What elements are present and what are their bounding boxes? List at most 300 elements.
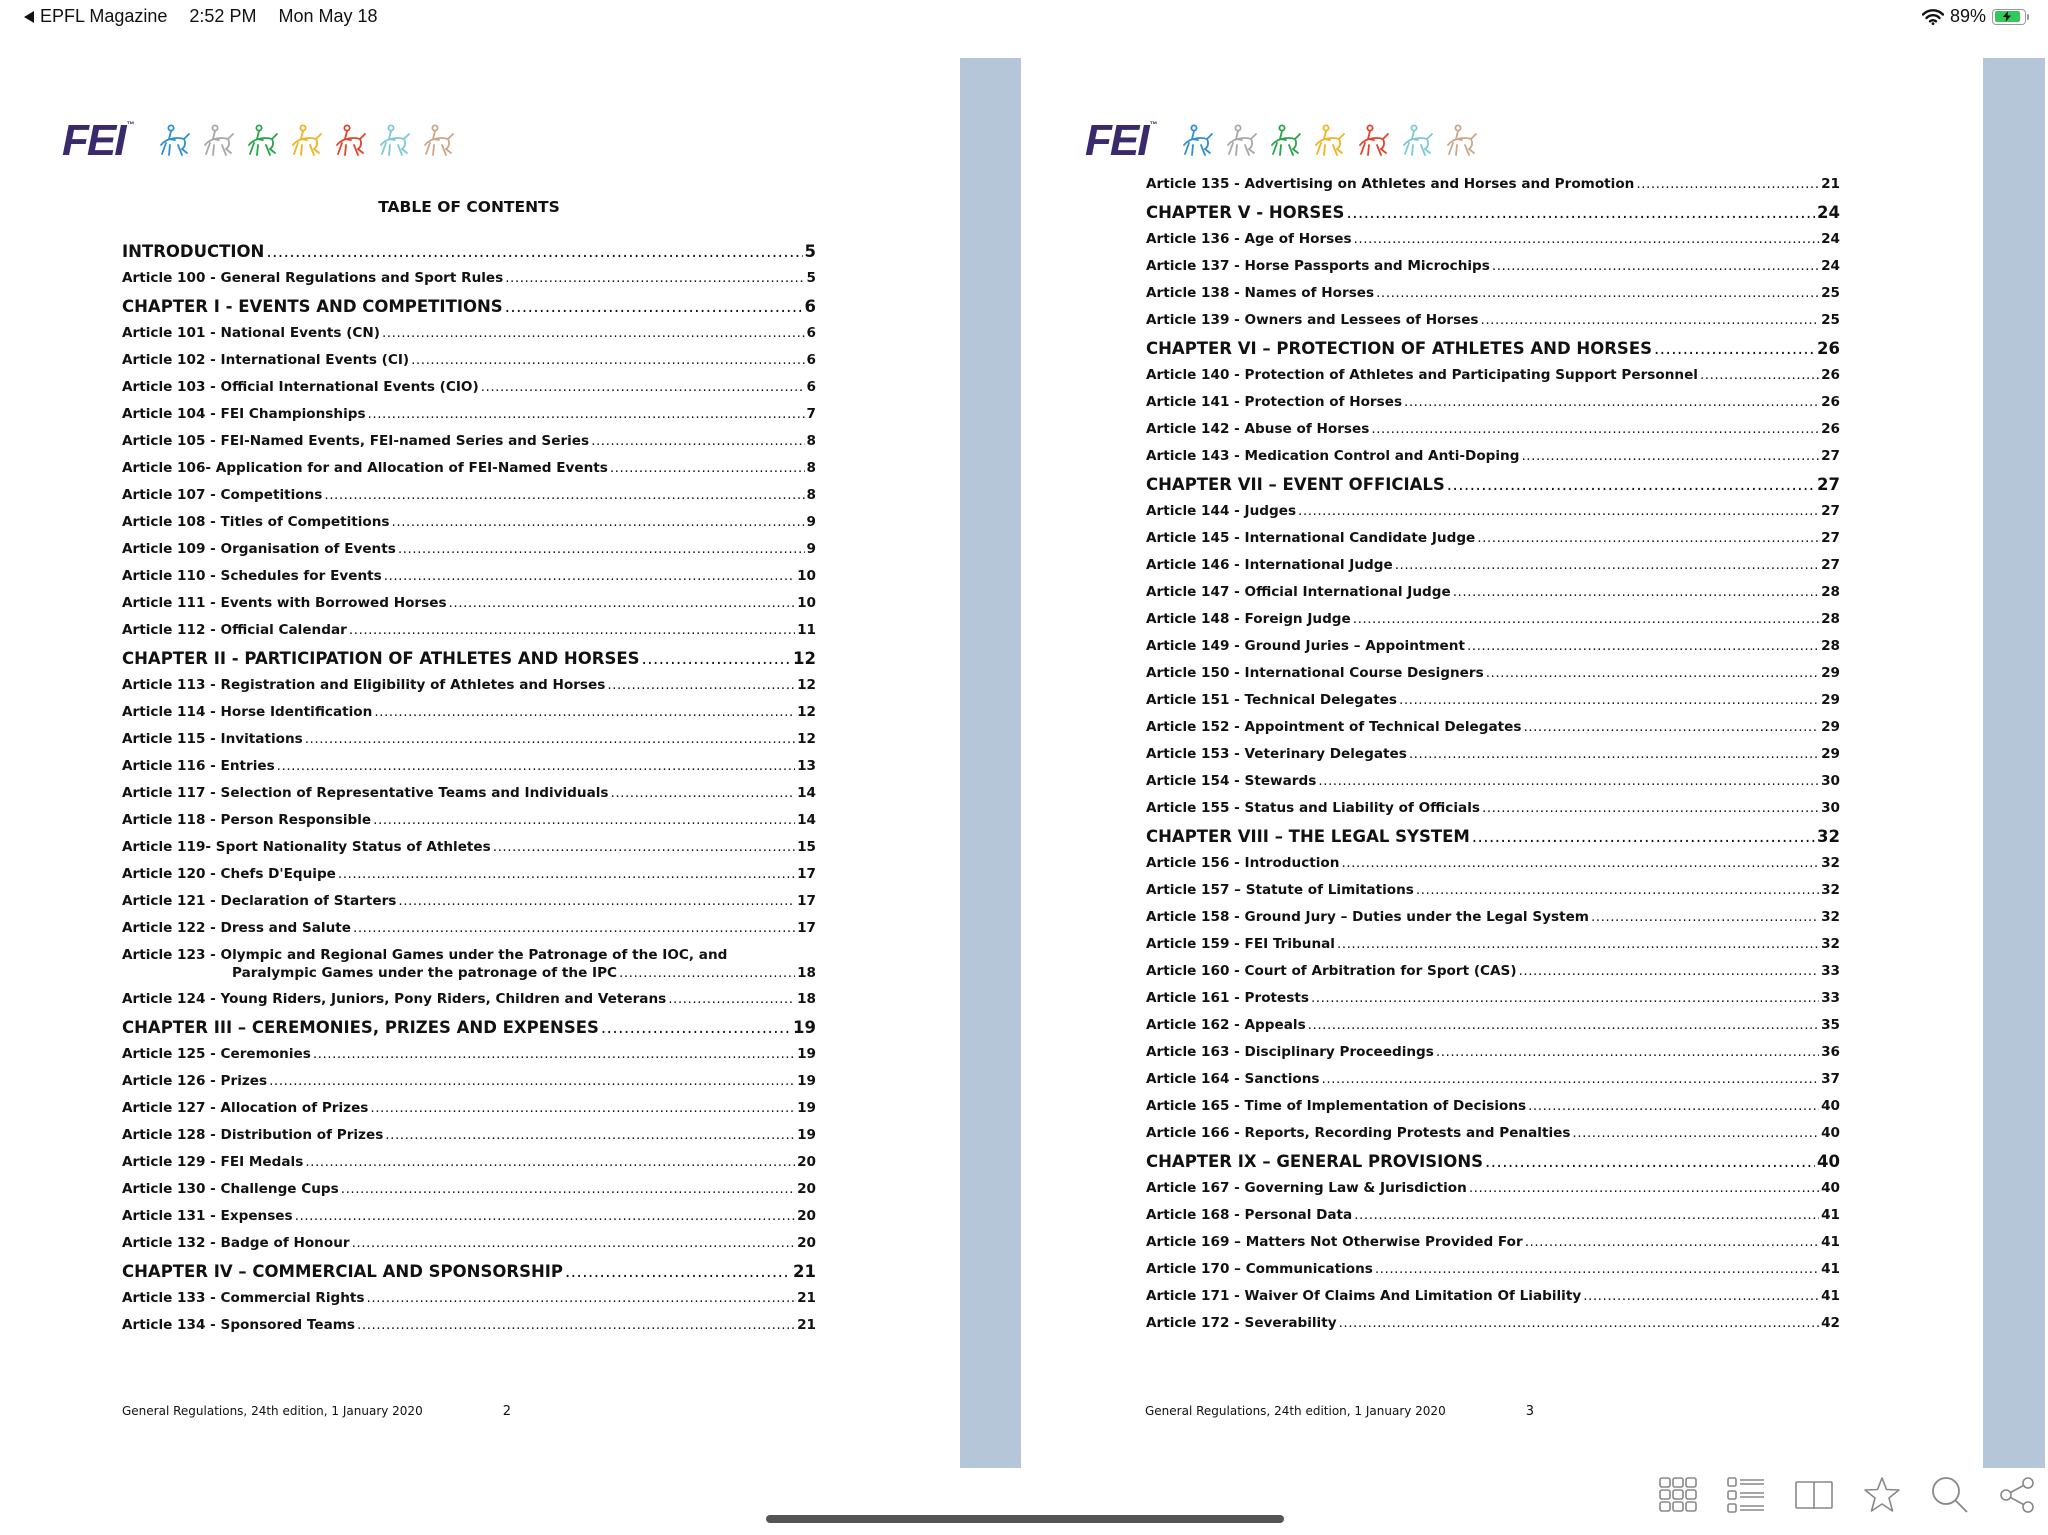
leader-dots: [668, 991, 795, 1007]
toc-entry-label: Article 118 - Person Responsible: [122, 812, 372, 828]
toc-entry-label-continued: Paralympic Games under the patronage of the IPC: [232, 965, 618, 981]
toc-entry-page: 41: [1821, 1288, 1840, 1304]
toc-entry-label: Article 165 - Time of Implementation of Decisions: [1146, 1098, 1527, 1114]
toc-entry-article[interactable]: [1146, 855, 1840, 882]
toc-entry-article[interactable]: [122, 1235, 816, 1262]
toc-entry-article[interactable]: [1146, 503, 1840, 530]
leader-dots: [481, 379, 805, 395]
toc-entry-chapter[interactable]: [1146, 203, 1840, 231]
toc-entry-article[interactable]: [1146, 1071, 1840, 1098]
toc-entry-page: 18: [797, 965, 816, 981]
status-time: 2:52 PM: [189, 6, 257, 26]
leader-dots: [1311, 990, 1819, 1006]
leader-dots: [411, 352, 804, 368]
reining-pictogram-icon: [420, 123, 456, 159]
battery-charging-icon: [1992, 9, 2026, 25]
toc-entry-article[interactable]: [1146, 421, 1840, 448]
toc-entry-article[interactable]: [1146, 1288, 1840, 1315]
toc-entry-label: Article 170 – Communications: [1146, 1261, 1373, 1277]
toc-entry-article[interactable]: [122, 839, 816, 866]
toc-entry-article[interactable]: [1146, 176, 1840, 203]
toc-entry-page: 19: [797, 1073, 816, 1089]
jumping-pictogram-icon: [1179, 123, 1215, 159]
leader-dots: [619, 965, 795, 981]
toc-entry-label: Article 151 - Technical Delegates: [1146, 692, 1398, 708]
toc-entry-article[interactable]: [122, 893, 816, 920]
toc-entry-article[interactable]: [122, 1127, 816, 1154]
toc-entry-label: Article 133 - Commercial Rights: [122, 1290, 365, 1306]
leader-dots: [1486, 665, 1819, 681]
toc-entry-label: Article 130 - Challenge Cups: [122, 1181, 339, 1197]
toc-entry-article[interactable]: [122, 406, 816, 433]
toc-entry-page: 17: [797, 893, 816, 909]
toc-entry-label: Article 136 - Age of Horses: [1146, 231, 1352, 247]
toc-entry-page: 42: [1821, 1315, 1840, 1331]
toc-entry-article[interactable]: [1146, 1044, 1840, 1071]
leader-dots: [324, 487, 804, 503]
toc-entry-article[interactable]: [122, 991, 816, 1018]
page-footer: [1145, 1404, 1534, 1419]
two-page-book-icon[interactable]: [1794, 1475, 1834, 1515]
leader-dots: [1523, 719, 1819, 735]
toc-entry-article[interactable]: [1146, 936, 1840, 963]
leader-dots: [1447, 475, 1815, 494]
toc-entry-article[interactable]: [122, 1290, 816, 1317]
back-triangle-icon: [24, 11, 34, 23]
leader-dots: [385, 1127, 795, 1143]
leader-dots: [368, 406, 805, 422]
dressage-pictogram-icon: [200, 123, 236, 159]
toc-entry-label: Article 168 - Personal Data: [1146, 1207, 1353, 1223]
toc-entry-page: 32: [1817, 827, 1840, 846]
leader-dots: [610, 460, 805, 476]
leader-dots: [1298, 503, 1819, 519]
toc-entry-page: 28: [1821, 611, 1840, 627]
fei-logo: FEI ™: [62, 116, 133, 165]
toc-entry-article[interactable]: [1146, 665, 1840, 692]
toc-entry-label: Article 159 - FEI Tribunal: [1146, 936, 1335, 952]
toc-entry-page: 20: [797, 1154, 816, 1170]
leader-dots: [1528, 1098, 1819, 1114]
leader-dots: [1339, 1315, 1820, 1331]
toc-entry-article[interactable]: [122, 433, 816, 460]
toc-entry-label: Article 102 - International Events (CI): [122, 352, 410, 368]
toc-entry-page: 13: [797, 758, 816, 774]
toc-entry-article[interactable]: [1146, 367, 1840, 394]
toc-entry-article[interactable]: [1146, 1234, 1840, 1261]
toc-entry-article[interactable]: [1146, 963, 1840, 990]
toc-entry-chapter[interactable]: [1146, 827, 1840, 855]
toc-entry-page: 32: [1821, 855, 1840, 871]
leader-dots: [1416, 882, 1819, 898]
leader-dots: [1337, 936, 1819, 952]
pdf-page-3: [1021, 58, 1983, 1468]
toc-entry-label: Article 122 - Dress and Salute: [122, 920, 351, 936]
toc-entry-article[interactable]: [1146, 1017, 1840, 1044]
toc-entry-label: Article 121 - Declaration of Starters: [122, 893, 397, 909]
leader-dots: [1354, 1207, 1819, 1223]
toc-entry-article[interactable]: [1146, 719, 1840, 746]
toc-entry-label: Article 150 - International Course Designers: [1146, 665, 1484, 681]
leader-dots: [338, 866, 795, 882]
toc-entry-page: 19: [793, 1018, 816, 1037]
toc-entry-chapter[interactable]: [122, 649, 816, 677]
leader-dots: [392, 514, 805, 530]
leader-dots: [374, 704, 795, 720]
toc-entry-article[interactable]: [1146, 557, 1840, 584]
toc-entry-label: Article 113 - Registration and Eligibility of Athletes and Horses: [122, 677, 606, 693]
toc-entry-page: 14: [797, 785, 816, 801]
toc-entry-page: 21: [797, 1317, 816, 1333]
bookmark-star-icon[interactable]: [1862, 1475, 1902, 1515]
toc-entry-article[interactable]: [1146, 800, 1840, 827]
toc-entry-article[interactable]: [1146, 990, 1840, 1017]
toc-entry-article[interactable]: [1146, 394, 1840, 421]
leader-dots: [1308, 1017, 1819, 1033]
leader-dots: [1371, 421, 1819, 437]
toc-entry-article[interactable]: [122, 1100, 816, 1127]
toc-entry-page: 27: [1821, 503, 1840, 519]
toc-entry-label: Article 149 - Ground Juries – Appointment: [1146, 638, 1465, 654]
toc-entry-article[interactable]: [122, 541, 816, 568]
toc-entry-article[interactable]: [1146, 530, 1840, 557]
fei-logo-header: [1085, 116, 1479, 166]
toc-entry-page: 33: [1821, 963, 1840, 979]
jumping-pictogram-icon: [156, 123, 192, 159]
toc-entry-label: Article 131 - Expenses: [122, 1208, 293, 1224]
toc-entry-page: 26: [1817, 339, 1840, 358]
leader-dots: [1346, 203, 1815, 222]
home-indicator[interactable]: [766, 1515, 1284, 1523]
toc-title: TABLE OF CONTENTS: [378, 198, 560, 216]
leader-dots: [349, 622, 795, 638]
toc-entry-article[interactable]: [122, 1073, 816, 1100]
toc-entry-label: Article 106- Application for and Allocation of FEI-Named Events: [122, 460, 608, 476]
toc-entry-label: Article 132 - Badge of Honour: [122, 1235, 350, 1251]
toc-entry-page: 8: [806, 460, 816, 476]
toc-entry-label: Article 111 - Events with Borrowed Horses: [122, 595, 447, 611]
toc-entry-article[interactable]: [122, 947, 816, 991]
leader-dots: [367, 1290, 796, 1306]
toc-list-left: [122, 242, 816, 1344]
toc-entry-article[interactable]: [1146, 1207, 1840, 1234]
toc-entry-page: 28: [1821, 638, 1840, 654]
leader-dots: [398, 893, 795, 909]
toc-entry-page: 28: [1821, 584, 1840, 600]
toc-entry-page: 26: [1821, 394, 1840, 410]
toc-entry-page: 8: [806, 487, 816, 503]
toc-entry-page: 10: [797, 568, 816, 584]
toc-entry-article[interactable]: [122, 1154, 816, 1181]
toc-entry-article[interactable]: [122, 352, 816, 379]
toc-entry-label: Article 140 - Protection of Athletes and Participating Support Personnel: [1146, 367, 1698, 383]
toc-entry-article[interactable]: [122, 731, 816, 758]
leader-dots: [607, 677, 795, 693]
toc-entry-article[interactable]: [122, 595, 816, 622]
leader-dots: [591, 433, 804, 449]
toc-entry-page: 14: [797, 812, 816, 828]
toc-entry-page: 17: [797, 920, 816, 936]
leader-dots: [277, 758, 795, 774]
toc-entry-page: 6: [806, 379, 816, 395]
toc-entry-label: Article 125 - Ceremonies: [122, 1046, 311, 1062]
toc-entry-article[interactable]: [122, 622, 816, 649]
toc-entry-article[interactable]: [1146, 1315, 1840, 1342]
toc-entry-label: Article 162 - Appeals: [1146, 1017, 1306, 1033]
toc-entry-label: Article 163 - Disciplinary Proceedings: [1146, 1044, 1434, 1060]
leader-dots: [1395, 557, 1819, 573]
toc-entry-page: 26: [1821, 367, 1840, 383]
toc-entry-page: 9: [806, 541, 816, 557]
toc-entry-page: 8: [806, 433, 816, 449]
toc-entry-article[interactable]: [122, 568, 816, 595]
toc-entry-page: 29: [1821, 746, 1840, 762]
toc-entry-article[interactable]: [1146, 1261, 1840, 1288]
thumbnails-grid-icon[interactable]: [1658, 1475, 1698, 1515]
toc-entry-page: 5: [806, 270, 816, 286]
toc-entry-label: Article 120 - Chefs D'Equipe: [122, 866, 336, 882]
search-icon[interactable]: [1930, 1475, 1970, 1515]
toc-entry-article[interactable]: [1146, 312, 1840, 339]
toc-entry-article[interactable]: [122, 677, 816, 704]
toc-entry-page: 32: [1821, 936, 1840, 952]
toc-entry-article[interactable]: [122, 325, 816, 352]
leader-dots: [357, 1317, 795, 1333]
leader-dots: [601, 1018, 791, 1037]
toc-entry-article[interactable]: [1146, 611, 1840, 638]
toc-entry-article[interactable]: [122, 1046, 816, 1073]
toc-entry-page: 40: [1821, 1180, 1840, 1196]
toc-entry-page: 29: [1821, 692, 1840, 708]
toc-entry-label: Article 138 - Names of Horses: [1146, 285, 1375, 301]
toc-entry-article[interactable]: [1146, 285, 1840, 312]
share-icon[interactable]: [1998, 1475, 2038, 1515]
reining-pictogram-icon: [1443, 123, 1479, 159]
toc-entry-page: 29: [1821, 665, 1840, 681]
toc-entry-article[interactable]: [1146, 882, 1840, 909]
toc-entry-label: Article 152 - Appointment of Technical Delegates: [1146, 719, 1522, 735]
discipline-pictograms: [1179, 123, 1479, 159]
toc-entry-article[interactable]: [1146, 1125, 1840, 1152]
toc-entry-page: 36: [1821, 1044, 1840, 1060]
toc-entry-page: 40: [1821, 1125, 1840, 1141]
leader-dots: [1376, 285, 1819, 301]
toc-entry-label: CHAPTER IX – GENERAL PROVISIONS: [1146, 1152, 1484, 1171]
toc-entry-page: 17: [797, 866, 816, 882]
toc-entry-article[interactable]: [122, 1181, 816, 1208]
toc-entry-chapter[interactable]: [122, 297, 816, 325]
toc-entry-article[interactable]: [1146, 258, 1840, 285]
toc-entry-page: 21: [1821, 176, 1840, 192]
driving-pictogram-icon: [1311, 123, 1347, 159]
toc-entry-article[interactable]: [1146, 448, 1840, 475]
back-to-app-button[interactable]: [24, 6, 167, 27]
toc-entry-article[interactable]: [122, 758, 816, 785]
toc-entry-page: 37: [1821, 1071, 1840, 1087]
leader-dots: [373, 812, 795, 828]
toc-entry-article[interactable]: [1146, 773, 1840, 800]
leader-dots: [493, 839, 795, 855]
toc-entry-label: Article 107 - Competitions: [122, 487, 323, 503]
toc-entry-page: 32: [1821, 909, 1840, 925]
toc-entry-article[interactable]: [122, 379, 816, 406]
toc-entry-label: Article 158 - Ground Jury – Duties under the Legal System: [1146, 909, 1589, 925]
toc-entry-article[interactable]: [1146, 1098, 1840, 1125]
toc-entry-label: Article 119- Sport Nationality Status of Athletes: [122, 839, 491, 855]
leader-dots: [1519, 963, 1820, 979]
toc-entry-page: 6: [806, 352, 816, 368]
toc-entry-label: CHAPTER VI – PROTECTION OF ATHLETES AND HORSES: [1146, 339, 1652, 358]
toc-entry-article[interactable]: [1146, 1180, 1840, 1207]
toc-entry-label: CHAPTER I - EVENTS AND COMPETITIONS: [122, 297, 503, 316]
toc-entry-chapter[interactable]: [1146, 475, 1840, 503]
toc-entry-label: Article 134 - Sponsored Teams: [122, 1317, 356, 1333]
leader-dots: [353, 920, 795, 936]
toc-entry-article[interactable]: [1146, 231, 1840, 258]
toc-entry-article[interactable]: [122, 812, 816, 839]
toc-entry-page: 12: [797, 677, 816, 693]
leader-dots: [1341, 855, 1819, 871]
toc-entry-page: 25: [1821, 312, 1840, 328]
toc-entry-page: 24: [1821, 231, 1840, 247]
toc-entry-article[interactable]: [122, 1208, 816, 1235]
leader-dots: [341, 1181, 795, 1197]
toc-entry-label: Article 137 - Horse Passports and Microchips: [1146, 258, 1490, 274]
leader-dots: [269, 1073, 795, 1089]
toc-entry-label: Article 123 - Olympic and Regional Games under the Patronage of the IOC, and: [122, 947, 728, 963]
toc-entry-article[interactable]: [1146, 692, 1840, 719]
toc-entry-chapter[interactable]: [1146, 339, 1840, 367]
toc-entry-label: Article 124 - Young Riders, Juniors, Pony Riders, Children and Veterans: [122, 991, 667, 1007]
toc-entry-article[interactable]: [122, 785, 816, 812]
toc-entry-label: Article 116 - Entries: [122, 758, 275, 774]
toc-entry-label: Article 128 - Distribution of Prizes: [122, 1127, 384, 1143]
leader-dots: [1436, 1044, 1819, 1060]
toc-entry-chapter[interactable]: [122, 1262, 816, 1290]
toc-entry-label: Article 147 - Official International Judge: [1146, 584, 1451, 600]
leader-dots: [370, 1100, 795, 1116]
toc-entry-page: 41: [1821, 1207, 1840, 1223]
toc-entry-page: 6: [804, 297, 816, 316]
toc-entry-article[interactable]: [122, 920, 816, 947]
dressage-pictogram-icon: [1223, 123, 1259, 159]
page-footer: [122, 1404, 511, 1419]
toc-entry-label: Article 100 - General Regulations and Sport Rules: [122, 270, 504, 286]
page-gutter-right: [1983, 58, 2045, 1468]
endurance-pictogram-icon: [1355, 123, 1391, 159]
toc-entry-article[interactable]: [122, 1317, 816, 1344]
driving-pictogram-icon: [288, 123, 324, 159]
leader-dots: [1485, 1152, 1815, 1171]
toc-entry-page: 41: [1821, 1261, 1840, 1277]
toc-entry-label: Article 115 - Invitations: [122, 731, 303, 747]
leader-dots: [266, 242, 802, 261]
toc-entry-label: Article 108 - Titles of Competitions: [122, 514, 390, 530]
toc-entry-label: Article 110 - Schedules for Events: [122, 568, 382, 584]
toc-list-right: [1146, 176, 1840, 1342]
leader-dots: [1492, 258, 1819, 274]
status-bar-right: [1922, 6, 2026, 27]
leader-dots: [1525, 1234, 1819, 1250]
toc-entry-article[interactable]: [122, 460, 816, 487]
status-bar-left: [24, 6, 378, 27]
leader-dots: [305, 1154, 795, 1170]
toc-entry-article[interactable]: [122, 270, 816, 297]
toc-entry-label: CHAPTER II - PARTICIPATION OF ATHLETES AND HORSES: [122, 649, 640, 668]
toc-entry-label: INTRODUCTION: [122, 242, 265, 261]
toc-entry-label: Article 153 - Veterinary Delegates: [1146, 746, 1407, 762]
leader-dots: [1409, 746, 1819, 762]
toc-entry-label: Article 129 - FEI Medals: [122, 1154, 304, 1170]
toc-entry-article[interactable]: [1146, 909, 1840, 936]
vaulting-pictogram-icon: [376, 123, 412, 159]
toc-entry-article[interactable]: [1146, 746, 1840, 773]
toc-entry-page: 35: [1821, 1017, 1840, 1033]
toc-entry-chapter[interactable]: [1146, 1152, 1840, 1180]
toc-entry-article[interactable]: [122, 487, 816, 514]
toc-entry-page: 19: [797, 1100, 816, 1116]
toc-entry-label: Article 167 - Governing Law & Jurisdiction: [1146, 1180, 1467, 1196]
outline-list-icon[interactable]: [1726, 1475, 1766, 1515]
toc-entry-label: Article 160 - Court of Arbitration for Sport (CAS): [1146, 963, 1517, 979]
toc-entry-label: CHAPTER VIII – THE LEGAL SYSTEM: [1146, 827, 1470, 846]
toc-entry-label: Article 114 - Horse Identification: [122, 704, 373, 720]
eventing-pictogram-icon: [244, 123, 280, 159]
toc-entry-label: Article 104 - FEI Championships: [122, 406, 366, 422]
toc-entry-label: Article 169 – Matters Not Otherwise Provided For: [1146, 1234, 1523, 1250]
leader-dots: [1583, 1288, 1819, 1304]
toc-entry-article[interactable]: [122, 866, 816, 893]
reader-toolbar: [1658, 1475, 2038, 1515]
fei-logo: FEI ™: [1085, 116, 1156, 165]
leader-dots: [1481, 312, 1820, 328]
toc-entry-label: Article 139 - Owners and Lessees of Horses: [1146, 312, 1479, 328]
toc-entry-label: CHAPTER IV – COMMERCIAL AND SPONSORSHIP: [122, 1262, 564, 1281]
toc-entry-article[interactable]: [122, 704, 816, 731]
toc-entry-label: Article 156 - Introduction: [1146, 855, 1340, 871]
toc-entry-label: Article 109 - Organisation of Events: [122, 541, 396, 557]
leader-dots: [1472, 827, 1815, 846]
endurance-pictogram-icon: [332, 123, 368, 159]
toc-entry-page: 20: [797, 1208, 816, 1224]
toc-entry-label: CHAPTER VII – EVENT OFFICIALS: [1146, 475, 1445, 494]
toc-entry-page: 12: [797, 704, 816, 720]
toc-entry-label: Article 154 - Stewards: [1146, 773, 1317, 789]
toc-entry-label: Article 171 - Waiver Of Claims And Limitation Of Liability: [1146, 1288, 1582, 1304]
toc-entry-page: 25: [1821, 285, 1840, 301]
toc-entry-article[interactable]: [122, 514, 816, 541]
toc-entry-chapter[interactable]: [122, 242, 816, 270]
toc-entry-page: 15: [797, 839, 816, 855]
toc-entry-chapter[interactable]: [122, 1018, 816, 1046]
toc-entry-page: 10: [797, 595, 816, 611]
leader-dots: [1354, 231, 1820, 247]
leader-dots: [1353, 611, 1819, 627]
toc-entry-page: 20: [797, 1181, 816, 1197]
leader-dots: [384, 568, 795, 584]
toc-entry-article[interactable]: [1146, 638, 1840, 665]
toc-entry-label: Article 145 - International Candidate Judge: [1146, 530, 1476, 546]
toc-entry-page: 27: [1821, 557, 1840, 573]
toc-entry-page: 41: [1821, 1234, 1840, 1250]
toc-entry-label: Article 117 - Selection of Representative Teams and Individuals: [122, 785, 609, 801]
toc-entry-page: 12: [797, 731, 816, 747]
leader-dots: [305, 731, 795, 747]
toc-entry-label: Article 135 - Advertising on Athletes and Horses and Promotion: [1146, 176, 1635, 192]
toc-entry-article[interactable]: [1146, 584, 1840, 611]
leader-dots: [1322, 1071, 1820, 1087]
leader-dots: [1375, 1261, 1819, 1277]
